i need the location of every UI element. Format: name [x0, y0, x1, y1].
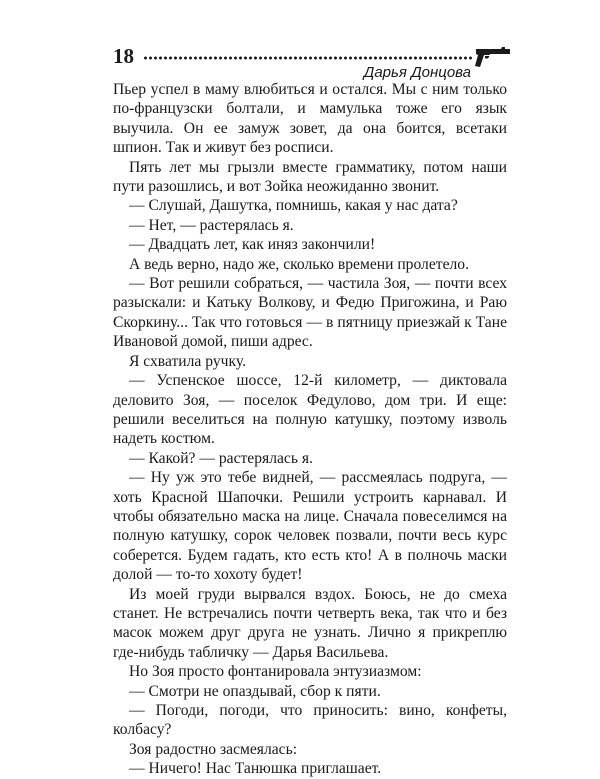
paragraph: Пьер успел в маму влюбиться и остался. Мы с ним только по-французски болтали, и мамулька тоже его язык выучила. Он ее замуж зовет, да она боится, всетаки шпион. Так и живут без росписи. — [113, 81, 507, 157]
dotted-rule — [143, 56, 473, 60]
paragraph: — Смотри не опаздывай, сбор к пяти. — [129, 682, 381, 700]
author-name: Дарья Донцова — [363, 64, 471, 81]
pistol-icon — [475, 44, 511, 70]
paragraph: А ведь верно, надо же, сколько времени пролетело. — [129, 255, 469, 273]
page-number: 18 — [113, 44, 134, 68]
page-header — [113, 44, 509, 81]
paragraph: Но Зоя просто фонтанировала энтузиазмом: — [129, 663, 422, 681]
paragraph: Я схватила ручку. — [129, 352, 246, 370]
paragraph: Пять лет мы грызли вместе грамматику, потом наши пути разошлись, и вот Зойка неожиданно звонит. — [113, 158, 507, 196]
paragraph: — Нет, — растерялась я. — [129, 216, 294, 234]
paragraph: — Погоди, погоди, что приносить: вино, конфеты, колбасу? — [113, 702, 507, 739]
paragraph: — Двадцать лет, как иняз закончили! — [129, 236, 376, 254]
paragraph: Зоя радостно засмеялась: — [129, 740, 298, 758]
paragraph: Из моей груди вырвался вздох. Боюсь, не до смеха станет. Не встречались почти четверть века, так что и без масок можем друг друга не узнать. Лично я прикреплю где-нибудь табличку — Дарья Васильева. — [113, 585, 507, 661]
paragraph: — Слушай, Дашутка, помнишь, какая у нас дата? — [129, 197, 458, 215]
page-body — [113, 80, 507, 779]
paragraph: — Вот решили собраться, — частила Зоя, — почти всех разыскали: и Катьку Волкову, и Федю Пригожина, и Раю Скоркину... Так что готовься — в пятницу приезжай к Тане Ивановой домой, пиши адрес. — [113, 275, 507, 351]
paragraph: — Ничего! Нас Танюшка приглашает. — [129, 760, 382, 778]
paragraph: — Какой? — растерялась я. — [129, 449, 313, 467]
paragraph: — Успенское шоссе, 12-й километр, — диктовала деловито Зоя, — поселок Федулово, дом три. И еще: решили веселиться на полную катушку, поэтому изволь надеть костюм. — [113, 372, 507, 448]
paragraph: — Ну уж это тебе видней, — рассмеялась подруга, — хоть Красной Шапочки. Решили устроить карнавал. И чтобы обязательно маска на лице. Сначала повеселимся на полную катушку, сорок человек позвали, почти весь курс соберется. Будем гадать, кто есть кто! А в полночь маски долой — то-то хохоту будет! — [113, 469, 507, 584]
